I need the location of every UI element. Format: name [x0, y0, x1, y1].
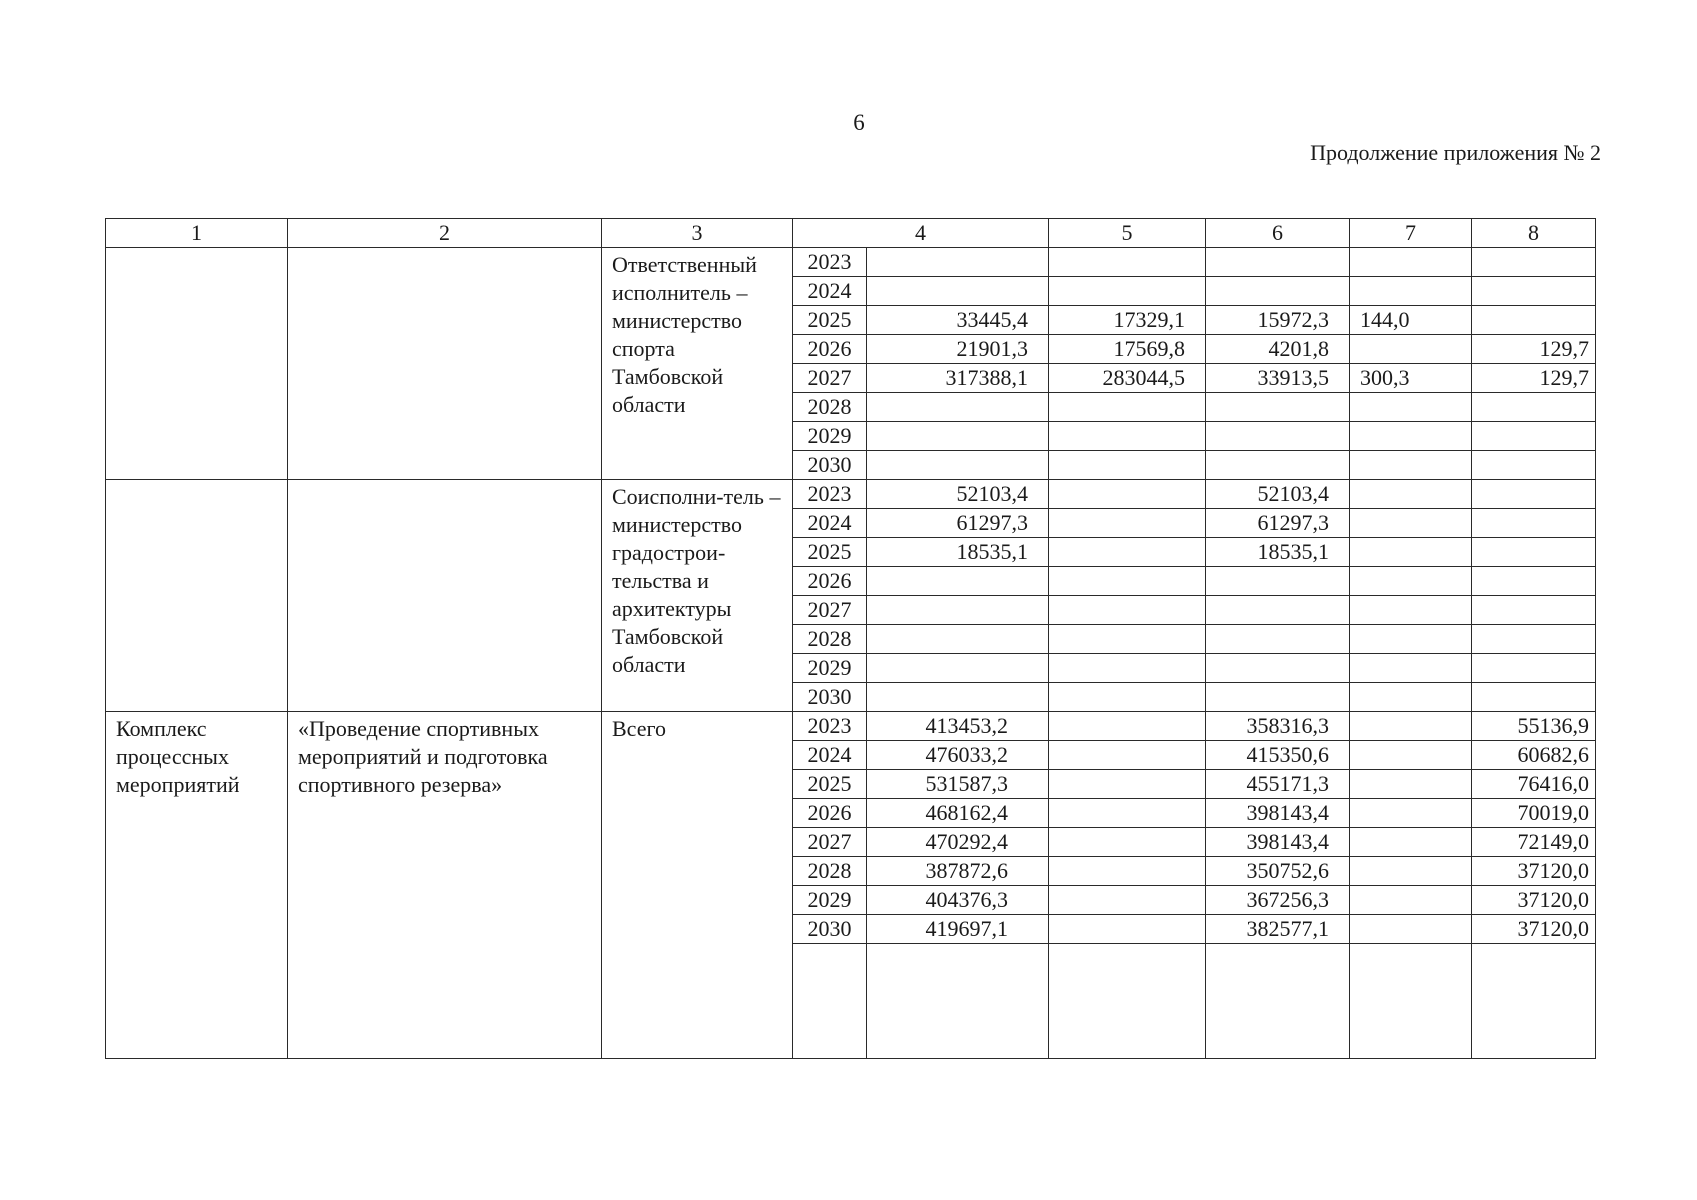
program-type-cell	[106, 248, 288, 480]
other-value-cell: 72149,0	[1472, 828, 1596, 857]
page-number: 6	[853, 110, 865, 135]
regional-value-cell	[1206, 393, 1350, 422]
regional-value-cell: 455171,3	[1206, 770, 1350, 799]
local-value-cell: 144,0	[1350, 306, 1472, 335]
local-value-cell	[1350, 741, 1472, 770]
executor-cell: Ответственный исполнитель – министерство спорта Тамбовской области	[602, 248, 793, 480]
other-value-cell	[1472, 277, 1596, 306]
regional-value-cell: 382577,1	[1206, 915, 1350, 944]
other-value-cell: 37120,0	[1472, 915, 1596, 944]
federal-value-cell	[1049, 683, 1206, 712]
federal-value-cell	[1049, 770, 1206, 799]
year-cell: 2029	[793, 422, 867, 451]
regional-value-cell	[1206, 567, 1350, 596]
year-cell: 2024	[793, 509, 867, 538]
regional-value-cell: 367256,3	[1206, 886, 1350, 915]
local-value-cell	[1350, 857, 1472, 886]
local-value-cell	[1350, 567, 1472, 596]
total-value-cell	[867, 654, 1049, 683]
federal-value-cell	[1049, 741, 1206, 770]
local-value-cell: 300,3	[1350, 364, 1472, 393]
other-value-cell: 129,7	[1472, 364, 1596, 393]
local-value-cell	[1350, 509, 1472, 538]
federal-value-cell	[1049, 509, 1206, 538]
total-value-cell: 61297,3	[867, 509, 1049, 538]
year-cell: 2024	[793, 741, 867, 770]
other-value-cell	[1472, 393, 1596, 422]
total-value-cell: 21901,3	[867, 335, 1049, 364]
other-value-cell	[1472, 654, 1596, 683]
regional-value-cell: 15972,3	[1206, 306, 1350, 335]
year-cell: 2023	[793, 712, 867, 741]
empty-cell	[867, 944, 1049, 1059]
regional-value-cell: 18535,1	[1206, 538, 1350, 567]
total-value-cell: 468162,4	[867, 799, 1049, 828]
program-name-cell	[288, 248, 602, 480]
total-value-cell: 33445,4	[867, 306, 1049, 335]
other-value-cell	[1472, 480, 1596, 509]
total-value-cell: 470292,4	[867, 828, 1049, 857]
other-value-cell: 60682,6	[1472, 741, 1596, 770]
table-row	[106, 712, 1596, 741]
empty-cell	[1206, 944, 1350, 1059]
regional-value-cell	[1206, 248, 1350, 277]
total-value-cell: 18535,1	[867, 538, 1049, 567]
empty-cell	[1350, 944, 1472, 1059]
header-row	[106, 219, 1596, 248]
total-value-cell	[867, 567, 1049, 596]
total-value-cell	[867, 625, 1049, 654]
total-value-cell: 404376,3	[867, 886, 1049, 915]
regional-value-cell	[1206, 683, 1350, 712]
program-name-cell: «Проведение спортивных мероприятий и подготовка спортивного резерва»	[288, 712, 602, 1059]
total-value-cell	[867, 683, 1049, 712]
federal-value-cell	[1049, 480, 1206, 509]
other-value-cell: 55136,9	[1472, 712, 1596, 741]
local-value-cell	[1350, 828, 1472, 857]
year-cell: 2025	[793, 306, 867, 335]
total-value-cell: 419697,1	[867, 915, 1049, 944]
other-value-cell	[1472, 683, 1596, 712]
regional-value-cell: 358316,3	[1206, 712, 1350, 741]
regional-value-cell: 52103,4	[1206, 480, 1350, 509]
program-type-cell: Комплекс процессных мероприятий	[106, 712, 288, 1059]
column-header: 2	[288, 219, 602, 248]
other-value-cell: 37120,0	[1472, 857, 1596, 886]
year-cell: 2024	[793, 277, 867, 306]
regional-value-cell: 398143,4	[1206, 799, 1350, 828]
total-value-cell	[867, 393, 1049, 422]
column-header: 5	[1049, 219, 1206, 248]
local-value-cell	[1350, 915, 1472, 944]
local-value-cell	[1350, 799, 1472, 828]
regional-value-cell	[1206, 625, 1350, 654]
federal-value-cell	[1049, 277, 1206, 306]
year-cell: 2025	[793, 770, 867, 799]
other-value-cell	[1472, 451, 1596, 480]
federal-value-cell	[1049, 248, 1206, 277]
local-value-cell	[1350, 335, 1472, 364]
year-cell: 2028	[793, 625, 867, 654]
other-value-cell	[1472, 422, 1596, 451]
year-cell: 2027	[793, 364, 867, 393]
regional-value-cell	[1206, 451, 1350, 480]
year-cell: 2027	[793, 596, 867, 625]
year-cell: 2030	[793, 451, 867, 480]
empty-cell	[1049, 944, 1206, 1059]
federal-value-cell	[1049, 422, 1206, 451]
column-header: 4	[793, 219, 1049, 248]
other-value-cell	[1472, 306, 1596, 335]
empty-cell	[793, 944, 867, 1059]
federal-value-cell	[1049, 596, 1206, 625]
executor-cell: Соисполни-тель – министерство градострои-тельства и архитектуры Тамбовской области	[602, 480, 793, 712]
column-header: 6	[1206, 219, 1350, 248]
year-cell: 2028	[793, 393, 867, 422]
total-value-cell	[867, 422, 1049, 451]
local-value-cell	[1350, 393, 1472, 422]
year-cell: 2026	[793, 799, 867, 828]
program-type-cell	[106, 480, 288, 712]
local-value-cell	[1350, 683, 1472, 712]
year-cell: 2029	[793, 886, 867, 915]
other-value-cell	[1472, 509, 1596, 538]
other-value-cell	[1472, 625, 1596, 654]
other-value-cell: 37120,0	[1472, 886, 1596, 915]
local-value-cell	[1350, 625, 1472, 654]
total-value-cell: 52103,4	[867, 480, 1049, 509]
other-value-cell	[1472, 248, 1596, 277]
local-value-cell	[1350, 886, 1472, 915]
local-value-cell	[1350, 248, 1472, 277]
federal-value-cell	[1049, 915, 1206, 944]
federal-value-cell	[1049, 799, 1206, 828]
local-value-cell	[1350, 596, 1472, 625]
total-value-cell	[867, 596, 1049, 625]
other-value-cell	[1472, 538, 1596, 567]
regional-value-cell: 350752,6	[1206, 857, 1350, 886]
year-cell: 2025	[793, 538, 867, 567]
year-cell: 2028	[793, 857, 867, 886]
local-value-cell	[1350, 654, 1472, 683]
year-cell: 2029	[793, 654, 867, 683]
total-value-cell	[867, 451, 1049, 480]
other-value-cell	[1472, 567, 1596, 596]
total-value-cell: 476033,2	[867, 741, 1049, 770]
local-value-cell	[1350, 451, 1472, 480]
local-value-cell	[1350, 277, 1472, 306]
federal-value-cell	[1049, 857, 1206, 886]
federal-value-cell: 17569,8	[1049, 335, 1206, 364]
federal-value-cell: 17329,1	[1049, 306, 1206, 335]
total-value-cell: 531587,3	[867, 770, 1049, 799]
year-cell: 2026	[793, 567, 867, 596]
total-value-cell: 317388,1	[867, 364, 1049, 393]
column-header: 1	[106, 219, 288, 248]
local-value-cell	[1350, 538, 1472, 567]
total-value-cell	[867, 248, 1049, 277]
column-header: 3	[602, 219, 793, 248]
column-header: 8	[1472, 219, 1596, 248]
federal-value-cell	[1049, 712, 1206, 741]
regional-value-cell: 398143,4	[1206, 828, 1350, 857]
local-value-cell	[1350, 770, 1472, 799]
total-value-cell: 413453,2	[867, 712, 1049, 741]
regional-value-cell: 415350,6	[1206, 741, 1350, 770]
federal-value-cell	[1049, 538, 1206, 567]
federal-value-cell	[1049, 567, 1206, 596]
local-value-cell	[1350, 480, 1472, 509]
appendix-note: Продолжение приложения № 2	[1310, 140, 1601, 165]
federal-value-cell	[1049, 654, 1206, 683]
year-cell: 2027	[793, 828, 867, 857]
regional-value-cell: 33913,5	[1206, 364, 1350, 393]
regional-value-cell	[1206, 422, 1350, 451]
federal-value-cell	[1049, 451, 1206, 480]
regional-value-cell	[1206, 277, 1350, 306]
table-row	[106, 248, 1596, 277]
year-cell: 2023	[793, 480, 867, 509]
local-value-cell	[1350, 422, 1472, 451]
empty-cell	[1472, 944, 1596, 1059]
table-row	[106, 480, 1596, 509]
total-value-cell: 387872,6	[867, 857, 1049, 886]
year-cell: 2030	[793, 915, 867, 944]
regional-value-cell: 61297,3	[1206, 509, 1350, 538]
federal-value-cell	[1049, 393, 1206, 422]
other-value-cell: 70019,0	[1472, 799, 1596, 828]
other-value-cell: 76416,0	[1472, 770, 1596, 799]
total-value-cell	[867, 277, 1049, 306]
year-cell: 2026	[793, 335, 867, 364]
year-cell: 2030	[793, 683, 867, 712]
regional-value-cell	[1206, 596, 1350, 625]
regional-value-cell	[1206, 654, 1350, 683]
program-name-cell	[288, 480, 602, 712]
federal-value-cell	[1049, 828, 1206, 857]
federal-value-cell	[1049, 886, 1206, 915]
federal-value-cell: 283044,5	[1049, 364, 1206, 393]
other-value-cell: 129,7	[1472, 335, 1596, 364]
regional-value-cell: 4201,8	[1206, 335, 1350, 364]
federal-value-cell	[1049, 625, 1206, 654]
local-value-cell	[1350, 712, 1472, 741]
other-value-cell	[1472, 596, 1596, 625]
year-cell: 2023	[793, 248, 867, 277]
executor-cell: Всего	[602, 712, 793, 1059]
column-header: 7	[1350, 219, 1472, 248]
budget-table	[105, 218, 1596, 1059]
